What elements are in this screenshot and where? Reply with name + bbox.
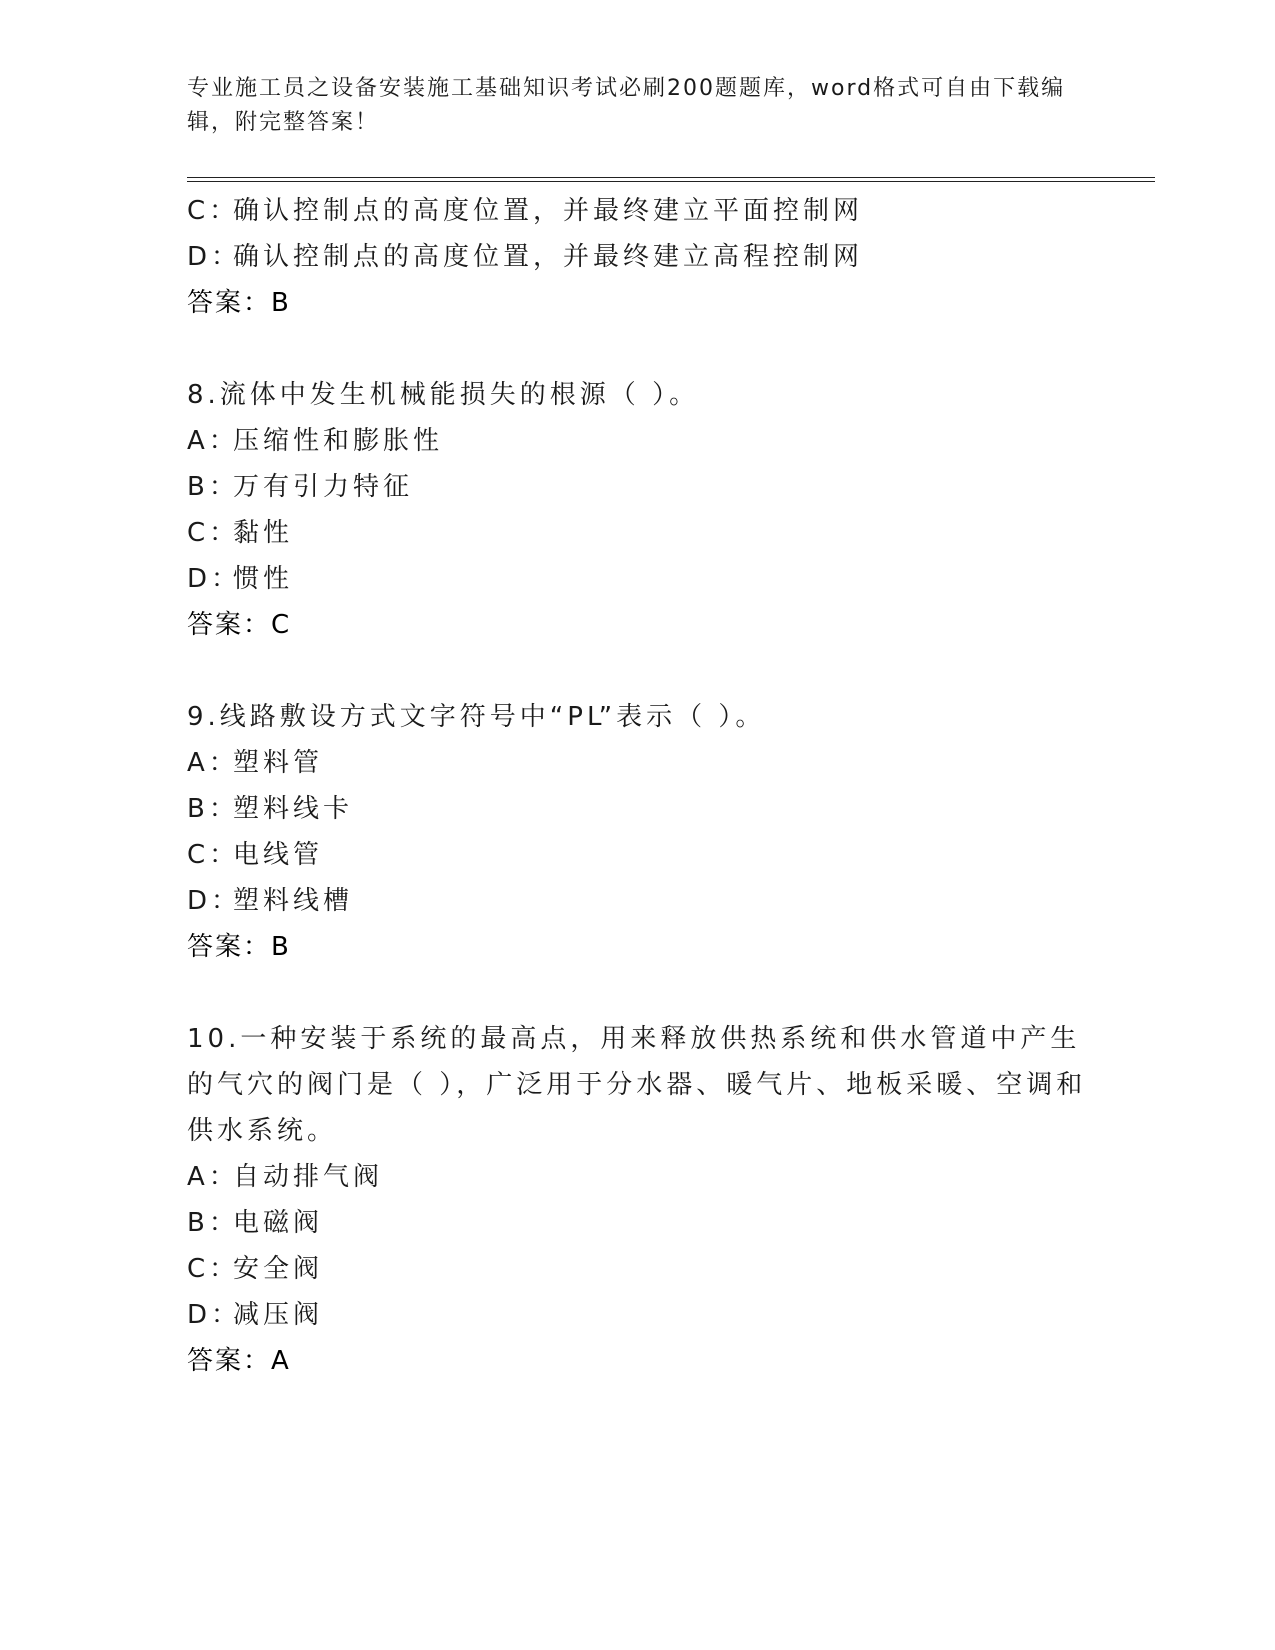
option-a [187,418,1087,464]
option-d [187,1292,1087,1338]
option-text: 压缩性和膨胀性 [233,426,444,456]
option-text: 减压阀 [233,1300,324,1330]
question-8 [187,372,1087,648]
option-key: B： [187,1208,239,1238]
header-text: 专业施工员之设备安装施工基础知识考试必刷200题题库，word格式可自由下载编辑，附完整答案！ [187,76,1066,135]
option-text: 自动排气阀 [233,1162,384,1192]
option-key: D： [187,564,242,594]
option-c [187,832,1087,878]
answer: 答案：C [187,610,292,640]
option-d [187,234,1087,280]
option-key: D： [187,886,242,916]
option-key: A： [187,748,239,778]
option-c [187,510,1087,556]
option-key: B： [187,794,239,824]
option-key: C： [187,196,240,226]
option-text: 黏性 [233,518,294,548]
option-a [187,1154,1087,1200]
option-text: 塑料管 [233,748,324,778]
option-key: C： [187,518,240,548]
question-9 [187,694,1087,970]
option-b [187,464,1087,510]
option-b [187,786,1087,832]
question-list [187,188,1087,1384]
option-text: 确认控制点的高度位置，并最终建立平面控制网 [233,196,864,226]
option-key: A： [187,426,239,456]
header-divider [187,177,1155,182]
question-stem: 9.线路敷设方式文字符号中“PL”表示（ ）。 [187,702,766,732]
option-d [187,878,1087,924]
question-10 [187,1016,1087,1384]
answer: 答案：B [187,932,291,962]
option-text: 电线管 [233,840,324,870]
option-key: C： [187,1254,240,1284]
option-text: 电磁阀 [233,1208,324,1238]
option-key: A： [187,1162,239,1192]
question-stem: 10.一种安装于系统的最高点，用来释放供热系统和供水管道中产生的气穴的阀门是（ ），广泛用于分水器、暖气片、地板采暖、空调和供水系统。 [187,1024,1087,1146]
option-key: B： [187,472,239,502]
question-carryover [187,188,1087,326]
option-key: D： [187,242,242,272]
option-a [187,740,1087,786]
option-c [187,1246,1087,1292]
option-text: 安全阀 [233,1254,324,1284]
option-text: 惯性 [233,564,294,594]
document-header [187,72,1087,140]
option-text: 塑料线卡 [233,794,354,824]
option-key: D： [187,1300,242,1330]
option-key: C： [187,840,240,870]
option-c [187,188,1087,234]
question-stem: 8.流体中发生机械能损失的根源（ ）。 [187,380,700,410]
option-d [187,556,1087,602]
option-b [187,1200,1087,1246]
option-text: 确认控制点的高度位置，并最终建立高程控制网 [233,242,864,272]
answer: 答案：A [187,1346,291,1376]
answer: 答案：B [187,288,291,318]
option-text: 万有引力特征 [233,472,414,502]
option-text: 塑料线槽 [233,886,354,916]
